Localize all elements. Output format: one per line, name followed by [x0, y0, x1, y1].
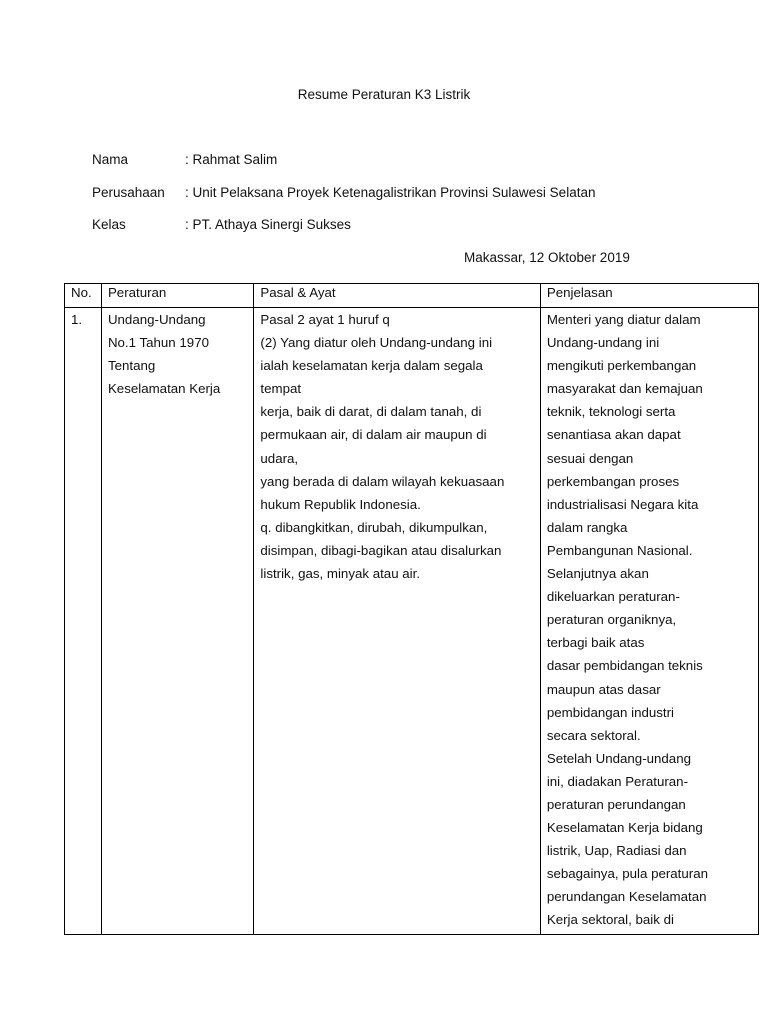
nama-label: Nama [92, 152, 129, 167]
cell-pasal-ayat [254, 308, 540, 935]
cell-line: mengikuti perkembangan [546, 358, 697, 374]
header-penjelasan: Penjelasan [540, 284, 758, 308]
cell-line: peraturan organiknya, [546, 612, 677, 628]
cell-line: Menteri yang diatur dalam [546, 312, 701, 327]
cell-line: Selanjutnya akan [546, 566, 649, 582]
cell-line: kerja, baik di darat, di dalam tanah, di [260, 404, 482, 420]
cell-line: Undang-undang ini [546, 335, 660, 351]
header-peraturan: Peraturan [101, 284, 253, 308]
cell-line: listrik, gas, minyak atau air. [260, 566, 421, 582]
cell-line: q. dibangkitkan, dirubah, dikumpulkan, [260, 519, 488, 535]
table-row [65, 308, 759, 935]
cell-line: Undang-Undang [107, 312, 206, 327]
table-header-row [65, 284, 759, 308]
regulation-table [64, 283, 759, 935]
cell-line: (2) Yang diatur oleh Undang-undang ini [260, 335, 493, 351]
cell-line: Keselamatan Kerja bidang [546, 820, 703, 836]
cell-line: perkembangan proses [546, 473, 680, 489]
nama-value: : Rahmat Salim [185, 152, 278, 167]
cell-line: masyarakat dan kemajuan [546, 381, 703, 397]
cell-line: listrik, Uap, Radiasi dan [546, 843, 687, 859]
cell-line: dikeluarkan peraturan- [546, 589, 680, 605]
cell-peraturan [101, 308, 253, 935]
cell-line: dasar pembidangan teknis [546, 658, 703, 674]
cell-line: secara sektoral. [546, 727, 641, 743]
kelas-value: : PT. Athaya Sinergi Sukses [185, 217, 351, 232]
cell-line: terbagi baik atas [546, 635, 645, 651]
cell-line: udara, [260, 450, 299, 466]
cell-line: industrialisasi Negara kita [546, 496, 699, 512]
cell-line: No.1 Tahun 1970 [107, 335, 209, 351]
document-title: Resume Peraturan K3 Listrik [297, 87, 471, 102]
perusahaan-label: Perusahaan [92, 185, 165, 200]
cell-line: senantiasa akan dapat [546, 427, 681, 443]
cell-line: ialah keselamatan kerja dalam segala [260, 358, 483, 374]
cell-line: Kerja sektoral, baik di [546, 912, 674, 928]
cell-line: peraturan perundangan [546, 796, 686, 812]
document-date: Makassar, 12 Oktober 2019 [464, 250, 630, 265]
cell-line: Keselamatan Kerja [107, 381, 221, 397]
header-pasal-ayat: Pasal & Ayat [254, 284, 540, 308]
cell-line: teknik, teknologi serta [546, 404, 676, 420]
kelas-label: Kelas [92, 217, 126, 232]
cell-line: pembidangan industri [546, 704, 674, 720]
cell-line: Tentang [107, 358, 156, 374]
cell-line: permukaan air, di dalam air maupun di [260, 427, 487, 443]
cell-line: sebagainya, pula peraturan [546, 866, 708, 882]
cell-line: perundangan Keselamatan [546, 889, 707, 905]
header-no: No. [65, 284, 102, 308]
cell-line: dalam rangka [546, 519, 628, 535]
cell-line: yang berada di dalam wilayah kekuasaan [260, 473, 505, 489]
cell-line: maupun atas dasar [546, 681, 661, 697]
cell-line: Pembangunan Nasional. [546, 542, 693, 558]
cell-line: Setelah Undang-undang [546, 750, 691, 766]
cell-line: Pasal 2 ayat 1 huruf q [260, 312, 390, 327]
cell-line: ini, diadakan Peraturan- [546, 773, 689, 789]
cell-no: 1. [65, 308, 102, 935]
perusahaan-value: : Unit Pelaksana Proyek Ketenagalistrikan Provinsi Sulawesi Selatan [185, 185, 596, 200]
cell-line: tempat [260, 381, 302, 397]
cell-line: hukum Republik Indonesia. [260, 496, 421, 512]
cell-line: sesuai dengan [546, 450, 634, 466]
cell-line: disimpan, dibagi-bagikan atau disalurkan [260, 542, 502, 558]
cell-penjelasan [540, 308, 758, 935]
